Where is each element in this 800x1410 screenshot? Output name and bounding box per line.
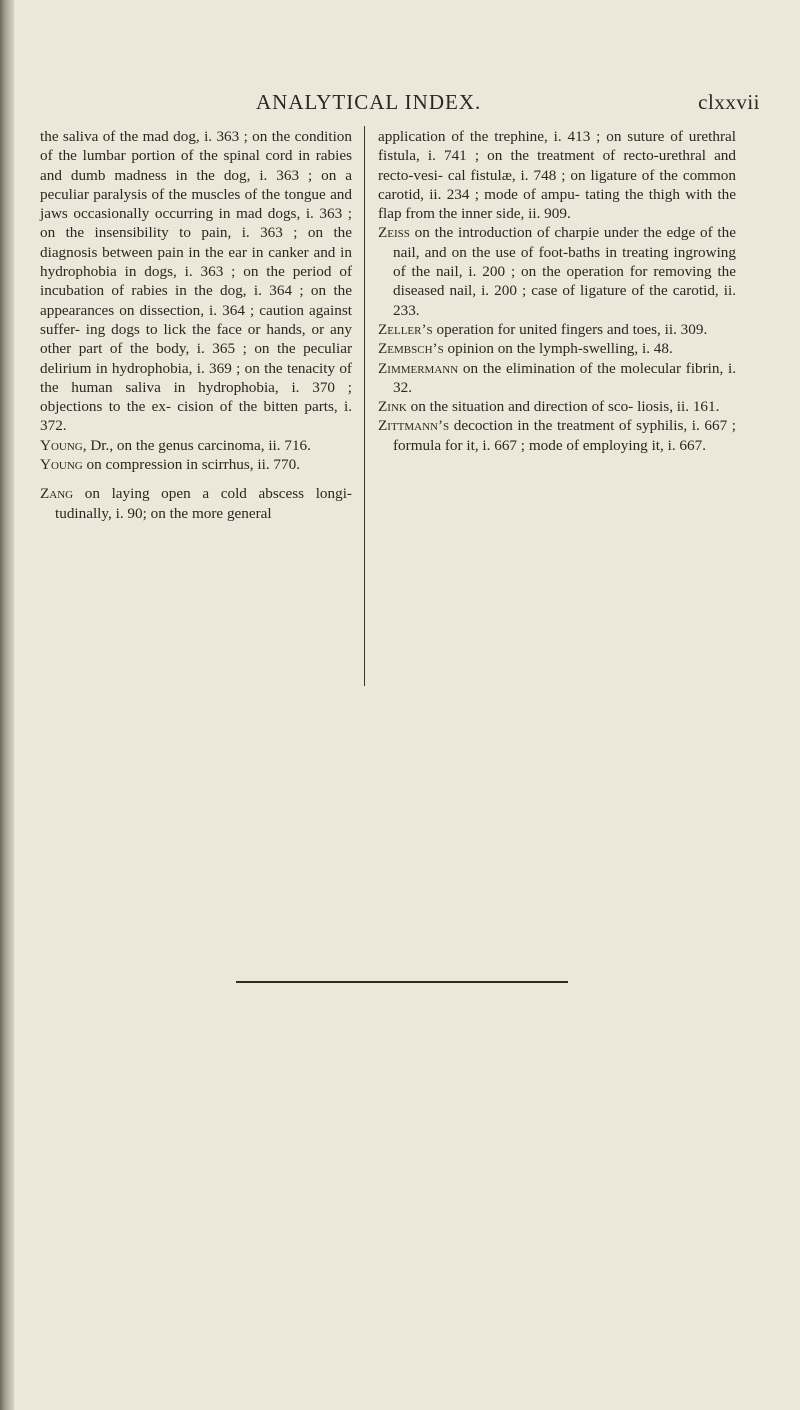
column-divider bbox=[364, 126, 365, 686]
entry-headword: Young bbox=[40, 456, 83, 474]
index-entry bbox=[378, 359, 736, 398]
index-entry bbox=[40, 484, 352, 523]
entry-headword: Zimmermann bbox=[378, 359, 459, 377]
index-entry bbox=[378, 320, 736, 339]
page-binding-edge bbox=[0, 0, 14, 1410]
entry-headword: Zeiss bbox=[378, 224, 410, 242]
entry-text: on the introduction of charpie under the edge of the nail, and on the use of foot-baths in treating ingrowing of the nail, i. 200 ; on the operation for removing the diseased nail, i. 200 ; case of ligature of the carotid, ii. 233. bbox=[393, 224, 736, 319]
closing-rule bbox=[236, 981, 568, 983]
index-entry bbox=[378, 339, 736, 358]
index-entry bbox=[40, 127, 352, 436]
index-entry bbox=[40, 455, 352, 474]
entry-headword: Zembsch’s bbox=[378, 340, 444, 358]
entry-text: decoction in the treatment of syphilis, i. 667 ; formula for it, i. 667 ; mode of employing it, i. 667. bbox=[393, 417, 736, 454]
index-column-right bbox=[378, 127, 736, 455]
index-entry bbox=[378, 127, 736, 223]
entry-text: on the situation and direction of sco- liosis, ii. 161. bbox=[406, 398, 720, 416]
page-header bbox=[30, 90, 770, 120]
entry-headword: Zink bbox=[378, 398, 407, 416]
entry-headword: Zang bbox=[40, 485, 74, 503]
entry-text: Dr., on the genus carcinoma, ii. 716. bbox=[86, 436, 311, 454]
index-entry bbox=[378, 397, 736, 416]
entry-text: opinion on the lymph-swelling, i. 48. bbox=[443, 340, 673, 358]
index-entry bbox=[378, 416, 736, 455]
entry-headword: Zeller’s bbox=[378, 320, 433, 338]
entry-text: operation for united fingers and toes, ii. 309. bbox=[432, 320, 708, 338]
page-number: clxxvii bbox=[698, 90, 760, 114]
entry-text: on laying open a cold abscess longi- tudinally, i. 90; on the more general bbox=[55, 485, 352, 522]
running-title: ANALYTICAL INDEX. bbox=[256, 90, 482, 114]
entry-text: the saliva of the mad dog, i. 363 ; on the condition of the lumbar portion of the spinal cord in rabies and dumb madness in the dog, i. 363 ; on a peculiar paralysis of the muscles of the tongue and jaws occasionally occurring in mad dogs, i. 363 ; on the insensibility to pain, i. 363 ; on the diagnosis between pain in the ear in canker and in hydrophobia in dogs, i. 363 ; on the period of incubation of rabies in the dog, i. 364 ; on the appearances on dissection, i. 364 ; caution against suffer- ing dogs to lick the face or hands, or any other part of the body, i. 365 ; on the peculiar delirium in hydrophobia, i. 369 ; on the tenacity of the human saliva in hydrophobia, i. 370 ; objections to the ex- cision of the bitten parts, i. 372. bbox=[40, 128, 352, 435]
entry-text: on the elimination of the molecular fibrin, i. 32. bbox=[393, 359, 736, 396]
index-column-left bbox=[40, 127, 352, 523]
entry-headword: Zittmann’s bbox=[378, 417, 450, 435]
index-entry bbox=[378, 223, 736, 319]
entry-headword: Young, bbox=[40, 436, 87, 454]
entry-text: application of the trephine, i. 413 ; on suture of urethral fistula, i. 741 ; on the treatment of recto-urethral and recto-vesi- cal fistulæ, i. 748 ; on ligature of the common carotid, ii. 234 ; mode of ampu- tating the thigh with the flap from the inner side, ii. 909. bbox=[378, 128, 736, 223]
index-entry bbox=[40, 436, 352, 455]
entry-text: on compression in scirrhus, ii. 770. bbox=[82, 456, 300, 474]
